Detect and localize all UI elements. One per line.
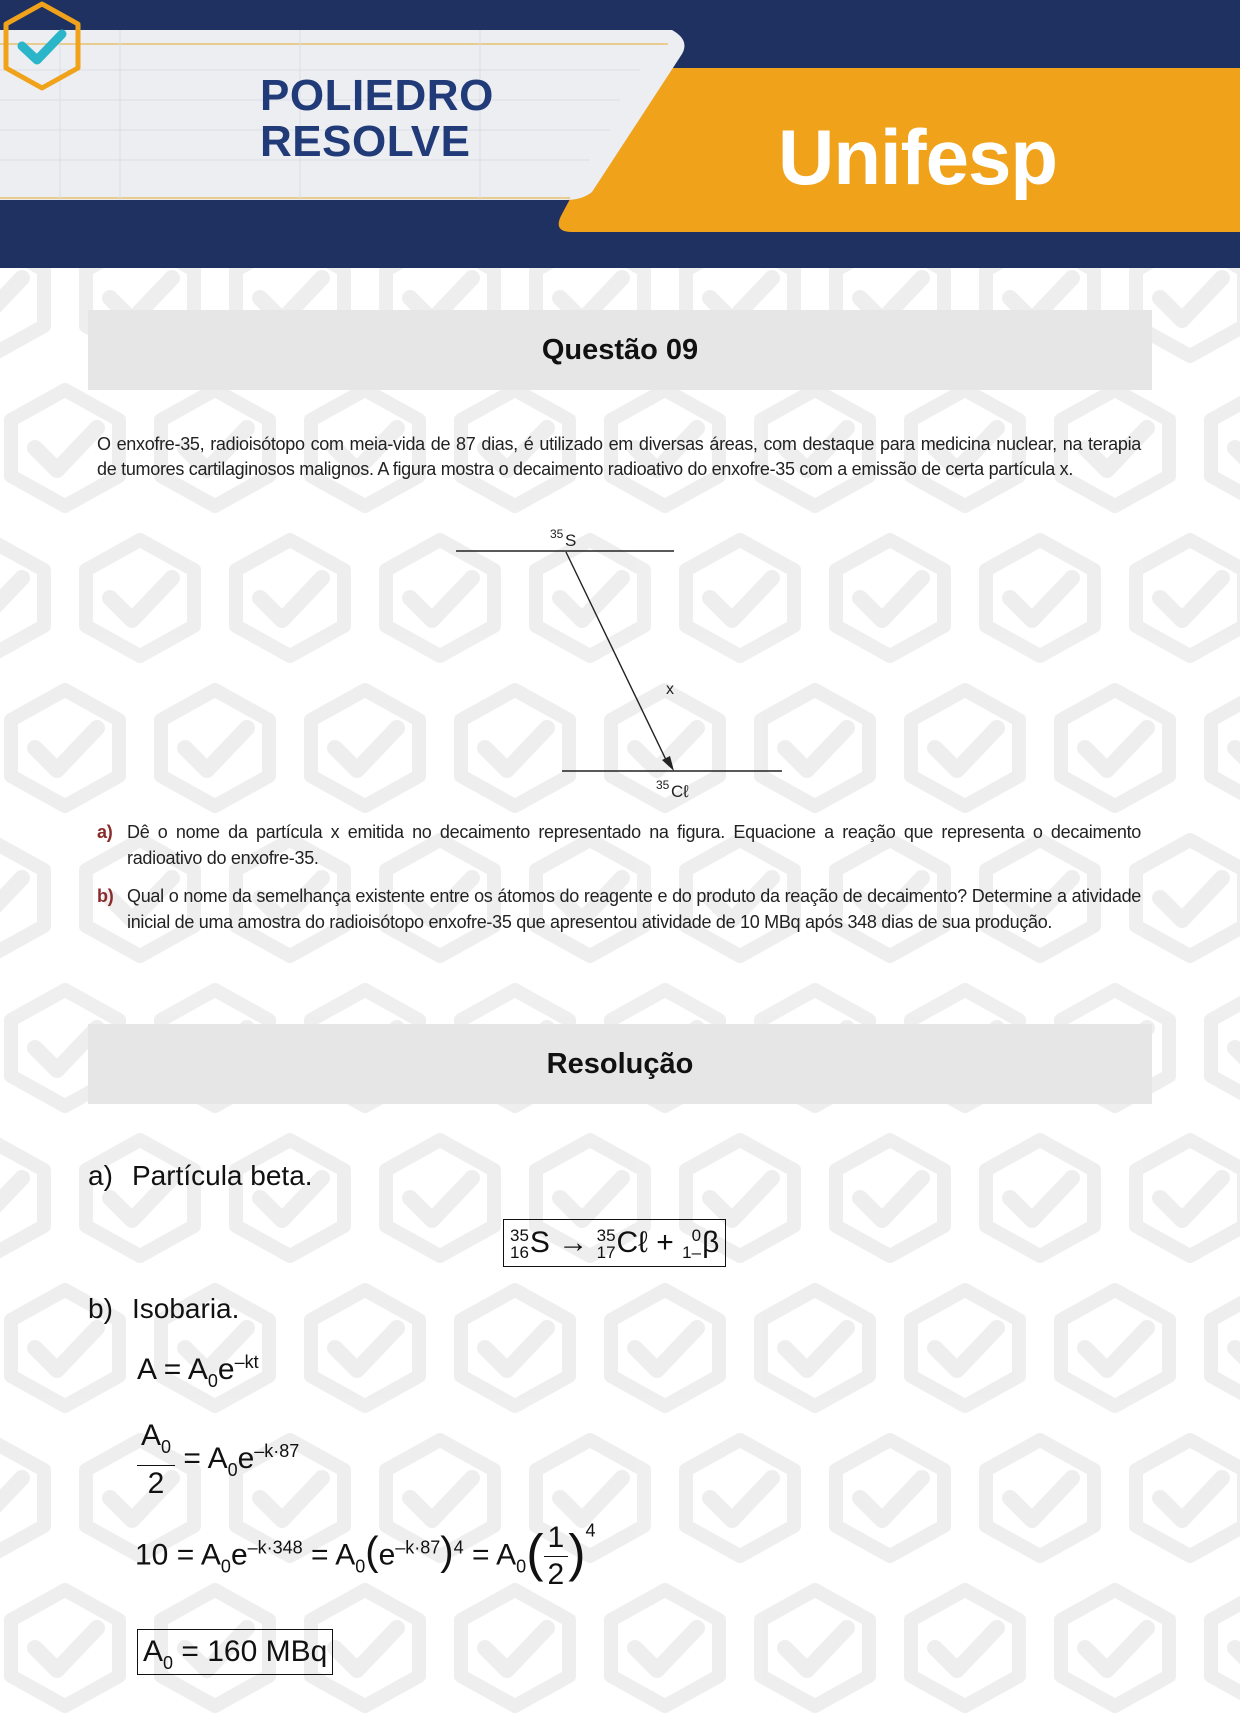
f2-num [137, 1418, 175, 1466]
question-title-bar [88, 310, 1152, 390]
f3-exp: –k·348 [247, 1537, 303, 1558]
bg-check-tile [236, 540, 344, 656]
f2-e: e [237, 1441, 255, 1475]
f3-rhs: = A [463, 1538, 517, 1572]
bg-check-tile [161, 690, 269, 806]
answer-b-text: Isobaria. [132, 1293, 240, 1324]
bg-check-tile [911, 1290, 1019, 1406]
f3-close-paren: ) [440, 1529, 454, 1574]
beta-nuclide-numbers [682, 1227, 701, 1261]
plus-sign: + [656, 1226, 674, 1259]
top-label-symbol: S [565, 531, 577, 550]
formula-activity-law [137, 1352, 259, 1392]
item-a-label: a) [97, 822, 113, 842]
bottom-label-symbol: Cℓ [671, 782, 689, 801]
f3-paren-exp: –k·87 [395, 1537, 441, 1558]
bg-check-tile [1211, 1290, 1240, 1406]
bg-check-tile [0, 1140, 44, 1256]
f3-sub: 0 [220, 1556, 231, 1577]
bg-check-tile [86, 1140, 194, 1256]
bg-check-tile [0, 1440, 44, 1556]
header-banner [0, 0, 1240, 268]
cl-mass: 35 [596, 1226, 616, 1246]
final-answer-box [137, 1629, 333, 1675]
f3-frac-den: 2 [547, 1558, 565, 1591]
bg-check-tile [1136, 540, 1240, 656]
f3-open-paren: ( [365, 1529, 379, 1574]
exam-name: Unifesp [778, 113, 1058, 201]
f2-den: 2 [147, 1467, 165, 1500]
question-item-a [97, 819, 1141, 871]
bg-check-tile [761, 1590, 869, 1706]
bg-check-tile [1136, 840, 1240, 956]
bg-check-tile [86, 540, 194, 656]
s-atomic: 16 [510, 1243, 529, 1263]
bg-check-tile [836, 1440, 944, 1556]
bg-check-tile [0, 840, 44, 956]
bg-check-tile [1211, 990, 1240, 1106]
bg-check-tile [1211, 690, 1240, 806]
f3-frac-num: 1 [544, 1520, 569, 1557]
bg-check-tile [611, 1590, 719, 1706]
beta-symbol: β [702, 1226, 720, 1259]
formula-initial-activity [135, 1520, 596, 1593]
answer-b-label: b) [88, 1293, 113, 1324]
f3-lhs: 10 = A [135, 1538, 221, 1572]
decay-equation-box [503, 1219, 726, 1267]
decay-arrow-line [566, 552, 668, 764]
f2-eq: = A [175, 1441, 228, 1475]
bg-check-tile [386, 1140, 494, 1256]
bg-check-tile [686, 1440, 794, 1556]
f3-paren-pow: 4 [453, 1537, 464, 1558]
beta-atomic: 1– [682, 1243, 702, 1263]
f3-paren-inner: e [378, 1538, 396, 1572]
question-statement: O enxofre-35, radioisótopo com meia-vida de 87 dias, é utilizado em diversas áreas, com destaque para medicina nuclear, na terapia de tumores cartilaginosos malignos. A figura mostra o decaimento radioativo do enxofre-35 com a emissão de certa partícula x. [97, 434, 1141, 479]
final-sub: 0 [163, 1653, 174, 1673]
decay-arrow-head [662, 756, 674, 771]
decay-diagram [450, 520, 790, 810]
f2-sub: 0 [227, 1459, 238, 1480]
bg-check-tile [236, 1140, 344, 1256]
s-mass: 35 [510, 1226, 529, 1246]
resolution-title: Resolução [546, 1047, 694, 1080]
f3-fraction [544, 1520, 569, 1593]
s-symbol: S [529, 1226, 550, 1259]
bg-check-tile [0, 268, 44, 356]
bg-check-tile [986, 540, 1094, 656]
top-label-mass: 35 [550, 527, 564, 541]
bg-check-tile [986, 1440, 1094, 1556]
f2-num-a: A [141, 1419, 162, 1452]
f1-sub: 0 [207, 1371, 218, 1391]
brand-line-2: RESOLVE [260, 117, 471, 166]
f3-mid-sub: 0 [355, 1556, 366, 1577]
item-b-text: Qual o nome da semelhança existente entre os átomos do reagente e do produto da reação de decaimento? Determine a atividade inicial de uma amostra do radioisótopo enxofre-35 que apresentou atividade de 10 MBq após 348 dias de sua produção. [127, 886, 1141, 932]
particle-label: x [666, 681, 674, 698]
bg-check-tile [836, 1140, 944, 1256]
reaction-arrow: → [558, 1226, 589, 1259]
cl-atomic: 17 [596, 1243, 616, 1263]
bg-check-tile [761, 1290, 869, 1406]
question-item-b [97, 883, 1141, 935]
bg-check-tile [986, 1140, 1094, 1256]
f2-fraction [137, 1418, 175, 1502]
beta-mass: 0 [691, 1226, 702, 1246]
f3-rhs-sub: 0 [516, 1556, 527, 1577]
answer-a-label: a) [88, 1160, 113, 1191]
background-checkmark-pattern [0, 268, 1240, 1722]
formula-half-life [137, 1418, 299, 1502]
bg-check-tile [1211, 1590, 1240, 1706]
bg-check-tile [836, 540, 944, 656]
answer-b [88, 1293, 239, 1325]
answer-a [88, 1160, 313, 1192]
item-a-text: Dê o nome da partícula x emitida no decaimento representado na figura. Equacione a reação que representa o decaimento radioativo do enxofre-35. [127, 822, 1141, 868]
bg-check-tile [911, 690, 1019, 806]
bg-check-tile [1061, 1290, 1169, 1406]
brand-name [260, 71, 494, 166]
bg-check-tile [1136, 1440, 1240, 1556]
f3-open-big-paren: ( [526, 1524, 544, 1583]
bg-check-tile [311, 1290, 419, 1406]
bg-check-tile [0, 540, 44, 656]
bg-check-tile [1061, 690, 1169, 806]
f2-num-sub: 0 [161, 1437, 172, 1457]
bg-check-tile [611, 1290, 719, 1406]
final-rest: = 160 MBq [173, 1635, 328, 1668]
f3-e: e [230, 1538, 248, 1572]
resolution-title-bar [88, 1024, 1152, 1104]
f1-exp: –kt [234, 1352, 259, 1372]
s-nuclide-numbers [510, 1227, 529, 1261]
bg-check-tile [1211, 390, 1240, 506]
bg-check-tile [1136, 1140, 1240, 1256]
brand-line-1: POLIEDRO [260, 71, 494, 120]
bottom-label-mass: 35 [656, 778, 670, 792]
question-title: Questão 09 [541, 333, 699, 366]
bg-check-tile [461, 1290, 569, 1406]
f2-exp: –k·87 [254, 1440, 300, 1461]
answer-a-text: Partícula beta. [132, 1160, 313, 1191]
item-b-label: b) [97, 886, 114, 906]
f3-frac-pow: 4 [585, 1520, 596, 1541]
bg-check-tile [311, 690, 419, 806]
f1-lhs: A = A [137, 1353, 208, 1386]
bg-check-tile [461, 1590, 569, 1706]
poliedro-check-logo-icon [0, 0, 84, 92]
f3-mid: = A [302, 1538, 356, 1572]
f3-close-big-paren: ) [568, 1524, 586, 1583]
bg-check-tile [11, 1590, 119, 1706]
bg-check-tile [911, 1590, 1019, 1706]
bg-check-tile [1061, 1590, 1169, 1706]
f1-e: e [217, 1353, 235, 1386]
bg-check-tile [11, 690, 119, 806]
cl-symbol: Cℓ [616, 1226, 648, 1259]
final-a: A [143, 1635, 164, 1668]
cl-nuclide-numbers [597, 1227, 616, 1261]
